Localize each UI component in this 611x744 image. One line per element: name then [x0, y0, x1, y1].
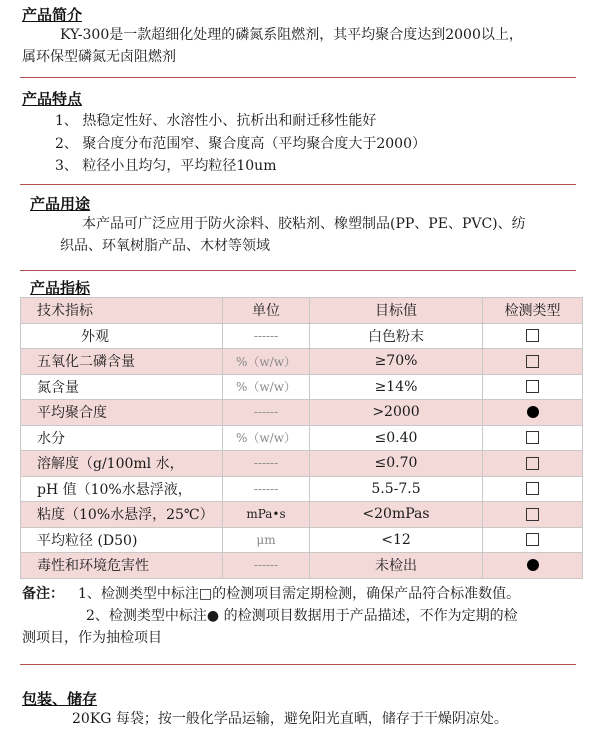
intro-line-1: KY-300是一款超细化处理的磷氮系阻燃剂，其平均聚合度达到2000以上， [60, 27, 523, 43]
row-unit: ------ [223, 400, 310, 426]
row-type [483, 400, 583, 426]
row-type [483, 476, 583, 502]
row-value: ≥14% [310, 374, 483, 400]
table-row [21, 451, 583, 477]
row-unit: %（w/w） [223, 374, 310, 400]
row-name: 溶解度（g/100ml 水， [21, 451, 223, 477]
row-value: >2000 [310, 400, 483, 426]
row-value: 5.5-7.5 [310, 476, 483, 502]
row-name: 氮含量 [21, 374, 223, 400]
feature-item: 1、 热稳定性好、水溶性小、抗析出和耐迁移性能好 [55, 113, 377, 129]
header-test-type: 检测类型 [483, 298, 583, 324]
feature-item: 3、 粒径小且均匀，平均粒径10um [55, 158, 277, 174]
row-type [483, 374, 583, 400]
table-row [21, 425, 583, 451]
row-name: 外观 [21, 323, 223, 349]
row-name: pH 值（10%水悬浮液， [21, 476, 223, 502]
row-type [483, 323, 583, 349]
note-2b: 测项目，作为抽检项目 [22, 630, 162, 646]
divider [20, 77, 576, 78]
usage-line-2: 织品、环氧树脂产品、木材等领域 [60, 238, 270, 254]
row-name: 毒性和环境危害性 [21, 553, 223, 579]
periodic-box-icon [526, 355, 539, 368]
periodic-box-icon [526, 380, 539, 393]
intro-line-2: 属环保型磷氮无卤阻燃剂 [22, 49, 176, 65]
spec-table [20, 297, 583, 579]
row-value: <20mPas [310, 502, 483, 528]
row-type [483, 349, 583, 375]
packaging-line-1: 20KG 每袋；按一般化学品运输，避免阳光直晒，储存于干燥阴凉处。 [72, 711, 508, 727]
row-unit: ------ [223, 451, 310, 477]
row-type [483, 553, 583, 579]
row-name: 粘度（10%水悬浮，25℃） [21, 502, 223, 528]
row-value: ≤0.70 [310, 451, 483, 477]
table-header-row [21, 298, 583, 324]
periodic-box-icon [526, 431, 539, 444]
row-value: 白色粉末 [310, 323, 483, 349]
header-spec: 技术指标 [21, 298, 223, 324]
row-unit: %（w/w） [223, 349, 310, 375]
header-target: 目标值 [310, 298, 483, 324]
table-row [21, 349, 583, 375]
table-row [21, 374, 583, 400]
notes-label: 备注： [22, 586, 64, 602]
usage-title: 产品用途 [30, 195, 91, 213]
row-name: 五氧化二磷含量 [21, 349, 223, 375]
table-row [21, 476, 583, 502]
divider [20, 184, 576, 185]
features-title: 产品特点 [22, 90, 83, 108]
table-row [21, 527, 583, 553]
row-type [483, 502, 583, 528]
row-type [483, 527, 583, 553]
periodic-box-icon [526, 508, 539, 521]
row-name: 平均粒径 (D50) [21, 527, 223, 553]
periodic-box-icon [526, 482, 539, 495]
table-row [21, 553, 583, 579]
spec-title: 产品指标 [30, 279, 91, 297]
periodic-box-icon [526, 457, 539, 470]
row-unit: %（w/w） [223, 425, 310, 451]
intro-title: 产品简介 [22, 6, 83, 24]
table-row [21, 323, 583, 349]
packaging-title: 包装、储存 [22, 690, 98, 708]
header-unit: 单位 [223, 298, 310, 324]
sample-dot-icon [527, 559, 539, 571]
row-unit: ------ [223, 476, 310, 502]
row-type [483, 425, 583, 451]
row-value: 未检出 [310, 553, 483, 579]
usage-line-1: 本产品可广泛应用于防火涂料、胶粘剂、橡塑制品(PP、PE、PVC)、纺 [82, 216, 526, 232]
divider [20, 664, 576, 665]
note-1: 1、检测类型中标注□的检测项目需定期检测，确保产品符合标准数值。 [78, 586, 521, 602]
table-row [21, 400, 583, 426]
feature-item: 2、 聚合度分布范围窄、聚合度高（平均聚合度大于2000） [55, 136, 426, 152]
divider [20, 270, 576, 271]
note-2a: 2、检测类型中标注● 的检测项目数据用于产品描述，不作为定期的检 [86, 608, 518, 624]
row-name: 水分 [21, 425, 223, 451]
periodic-box-icon [526, 533, 539, 546]
row-unit: mPa•s [223, 502, 310, 528]
periodic-box-icon [526, 329, 539, 342]
table-row [21, 502, 583, 528]
sample-dot-icon [527, 406, 539, 418]
row-unit: ------ [223, 323, 310, 349]
row-unit: ------ [223, 553, 310, 579]
row-type [483, 451, 583, 477]
row-value: <12 [310, 527, 483, 553]
row-name: 平均聚合度 [21, 400, 223, 426]
row-value: ≤0.40 [310, 425, 483, 451]
row-unit: μm [223, 527, 310, 553]
row-value: ≥70% [310, 349, 483, 375]
